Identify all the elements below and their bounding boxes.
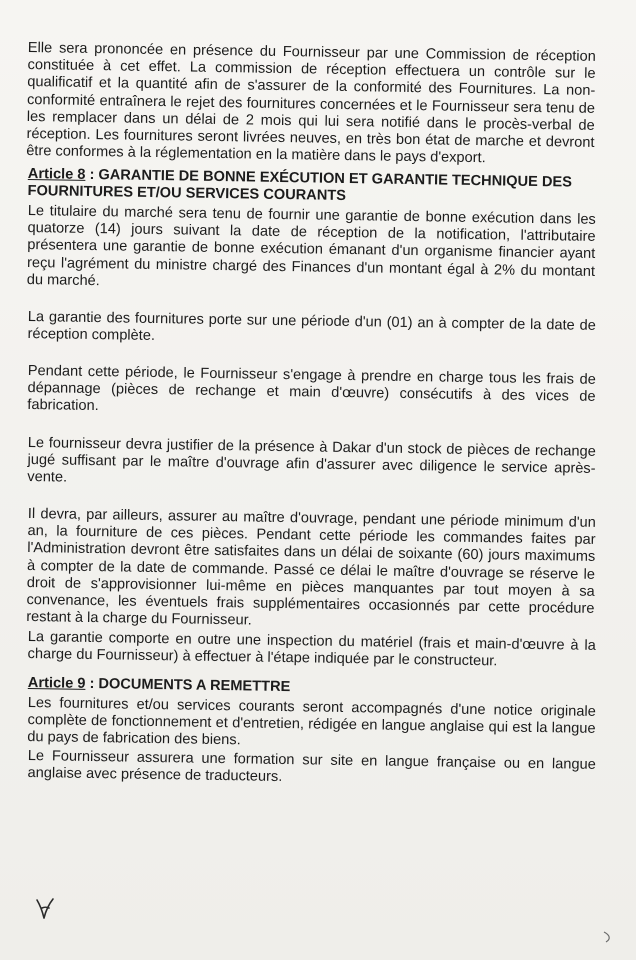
article-9-heading: Article 9 : DOCUMENTS A REMETTRE bbox=[27, 675, 291, 696]
handwritten-initial-icon bbox=[34, 896, 56, 922]
article-9-number: Article 9 bbox=[27, 675, 86, 693]
article-8-paragraph-6: La garantie comporte en outre une inspection du matériel (frais et main-d'œuvre à la charge du Fournisseur) à effectuer à l'étape indiquée par le constructeur. bbox=[27, 628, 596, 670]
article-8-paragraph-5: Il devra, par ailleurs, assurer au maître d'ouvrage, pendant une période minimum d'un an, la fourniture de ces pièces. Pendant cette période les commandes faites par l'Administration devront être satisfaites dans un délai de soixante (60) jours maximums à compter de la date de commande. Passé ce délai le maître d'ouvrage se réserve le droit de s'approvisionner lui-même en pièces manquantes par tout moyen à sa convenance, les éventuels frais supplémentaires occasionnés par cette procédure restant à la charge du Fournisseur. bbox=[26, 506, 596, 630]
article-8-paragraph-2: La garantie des fournitures porte sur une période d'un (01) an à compter de la date de réception complète. bbox=[27, 308, 596, 345]
page-corner-mark-icon bbox=[602, 930, 614, 944]
article-9-paragraph-2: Le Fournisseur assurera une formation sur site en langue française ou en langue anglaise avec présence de traducteurs. bbox=[27, 748, 596, 786]
article-8-paragraph-3: Pendant cette période, le Fournisseur s'engage à prendre en charge tous les frais de dépannage (pièces de rechange et main d'œuvre) consécutifs à des vices de fabrication. bbox=[27, 363, 596, 415]
article-8-paragraph-4: Le fournisseur devra justifier de la présence à Dakar d'un stock de pièces de rechange jugé suffisant par le maître d'ouvrage afin d'assurer avec diligence le service après-vente. bbox=[27, 434, 596, 486]
article-9-paragraph-1: Les fournitures et/ou services courants seront accompagnés d'une notice originale complète de fonctionnement et d'entretien, rédigée en langue anglaise qui est la langue du pays de fabrication des biens. bbox=[27, 694, 596, 749]
article-9-title: DOCUMENTS A REMETTRE bbox=[98, 676, 291, 696]
intro-paragraph: Elle sera prononcée en présence du Fournisseur par une Commission de réception constituée à cet effet. La commission de réception effectuera un contrôle sur le qualificatif et la quantité afin de s'assurer de la conformité des Fournitures. La non-conformité entraînera le rejet des fournitures concernées et le Fournisseur sera tenu de les remplacer dans un délai de 2 mois qui lui sera notifié dans le procès-verbal de réception. Les fournitures seront livrées neuves, en très bon état de marche et devront être conformes à la réglementation en la matière dans le pays d'export. bbox=[26, 40, 596, 167]
article-8-heading: Article 8 : GARANTIE DE BONNE EXÉCUTION ET GARANTIE TECHNIQUE DES FOURNITURES ET/OU SERVICES COURANTS bbox=[27, 166, 573, 205]
article-8-number: Article 8 bbox=[27, 166, 86, 184]
article-8-paragraph-1: Le titulaire du marché sera tenu de fournir une garantie de bonne exécution dans les quatorze (14) jours suivant la date de réception de la notification, l'attributaire présentera une garantie de bonne exécution émanant d'un organisme financier ayant reçu l'agrément du ministre chargé des Finances d'un montant égal à 2% du montant du marché. bbox=[26, 202, 596, 289]
article-8-title: GARANTIE DE BONNE EXÉCUTION ET GARANTIE TECHNIQUE DES FOURNITURES ET/OU SERVICES COURANTS bbox=[27, 167, 573, 205]
